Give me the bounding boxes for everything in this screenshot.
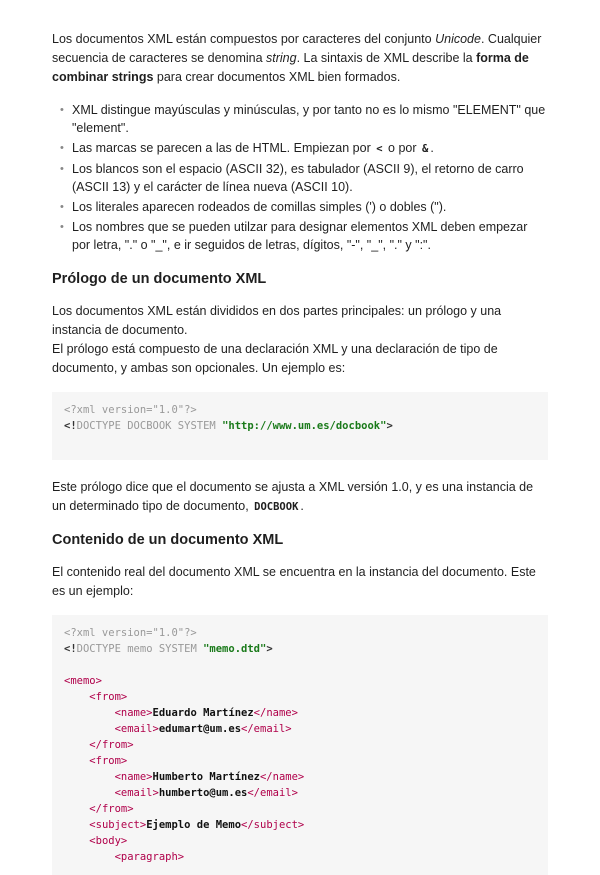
inline-code-docbook: DOCBOOK (254, 501, 299, 513)
code-text: edumart@um.es (158, 723, 242, 735)
code-tag: </name> (253, 707, 298, 719)
code-string: "memo.dtd" (203, 643, 267, 655)
intro-text-1: Los documentos XML están compuestos por caracteres del conjunto (52, 32, 436, 46)
code-string: "http://www.um.es/docbook" (222, 420, 387, 432)
prologo-paragraph-1: Los documentos XML están divididos en dos partes principales: un prólogo y una instancia de documento. (52, 304, 502, 337)
code-tag: <memo> (64, 675, 102, 687)
code-text: Ejemplo de Memo (146, 819, 242, 831)
intro-text-2: . Cualquier secuencia de caracteres se denomina (52, 32, 542, 65)
intro-unicode: Unicode (435, 32, 481, 46)
prologo-paragraph-2: El prólogo está compuesto de una declaración XML y una declaración de tipo de documento, y ambas son opcionales. Un ejemplo es: (52, 342, 498, 375)
list-item-text: . (430, 141, 434, 155)
inline-code-lt: < (376, 143, 383, 155)
intro-text-3: . La sintaxis de XML describe la (296, 51, 477, 65)
code-tag: <subject> (89, 819, 147, 831)
code-text: Humberto Martínez (152, 771, 260, 783)
rules-list (52, 101, 548, 254)
code-text: humberto@um.es (158, 787, 248, 799)
list-item: • Los nombres que se pueden utilzar para designar elementos XML deben empezar por letra, "." o "_", e ir seguidos de letras, dígitos, "-", "_", "." y ":". (72, 218, 548, 254)
code-tag: <from> (89, 755, 128, 767)
code-doctype: DOCTYPE memo SYSTEM (76, 643, 204, 655)
list-item-text: Las marcas se parecen a las de HTML. Empiezan por (72, 141, 375, 155)
code-tag: <body> (89, 835, 128, 847)
code-tag: </email> (247, 787, 298, 799)
contenido-paragraph: El contenido real del documento XML se encuentra en la instancia del documento. Este es un ejemplo: (52, 565, 536, 598)
section-heading-prologo: Prólogo de un documento XML (52, 271, 267, 287)
code-tag: <email> (114, 787, 159, 799)
list-item: • Los blancos son el espacio (ASCII 32), es tabulador (ASCII 9), el retorno de carro (ASCII 13) y el carácter de línea nueva (ASCII 10). (72, 160, 548, 196)
explanation-text: Este prólogo dice que el documento se ajusta a XML versión 1.0, y es una instancia de un determinado tipo de documento, (52, 480, 534, 513)
code-text: Eduardo Martínez (152, 707, 254, 719)
inline-code-amp: & (422, 143, 429, 155)
list-item (72, 139, 548, 158)
code-tag: </subject> (241, 819, 305, 831)
code-tag: <paragraph> (114, 851, 185, 863)
code-tag: <name> (114, 771, 153, 783)
prologo-explanation (52, 478, 548, 517)
list-item: • XML distingue mayúsculas y minúsculas, y por tanto no es lo mismo "ELEMENT" que "element". (72, 101, 548, 137)
code-pi: <?xml version="1.0"?> (64, 627, 197, 639)
code-bang: <! (64, 643, 77, 655)
prologo-text (52, 302, 548, 378)
code-gt: > (266, 643, 273, 655)
section-heading-contenido: Contenido de un documento XML (52, 532, 284, 548)
code-tag: <from> (89, 691, 128, 703)
code-tag: </name> (259, 771, 305, 783)
intro-string: string (266, 51, 297, 65)
code-bang: <! (64, 420, 77, 432)
intro-paragraph (52, 30, 548, 87)
code-doctype: DOCTYPE DOCBOOK SYSTEM (76, 420, 223, 432)
explanation-end: . (300, 499, 304, 513)
code-tag: </from> (89, 739, 134, 751)
list-item-text: o por (384, 141, 420, 155)
code-tag: </from> (89, 803, 134, 815)
code-block-prologo (52, 392, 548, 460)
intro-bold: forma de combinar strings (52, 51, 529, 84)
code-pi: <?xml version="1.0"?> (64, 404, 197, 416)
code-block-contenido (52, 615, 548, 875)
intro-text-4: para crear documentos XML bien formados. (153, 70, 401, 84)
code-tag: <email> (114, 723, 159, 735)
code-tag: <name> (114, 707, 153, 719)
code-gt: > (386, 420, 393, 432)
code-tag: </email> (241, 723, 292, 735)
list-item: • Los literales aparecen rodeados de comillas simples (') o dobles ("). (72, 198, 548, 216)
